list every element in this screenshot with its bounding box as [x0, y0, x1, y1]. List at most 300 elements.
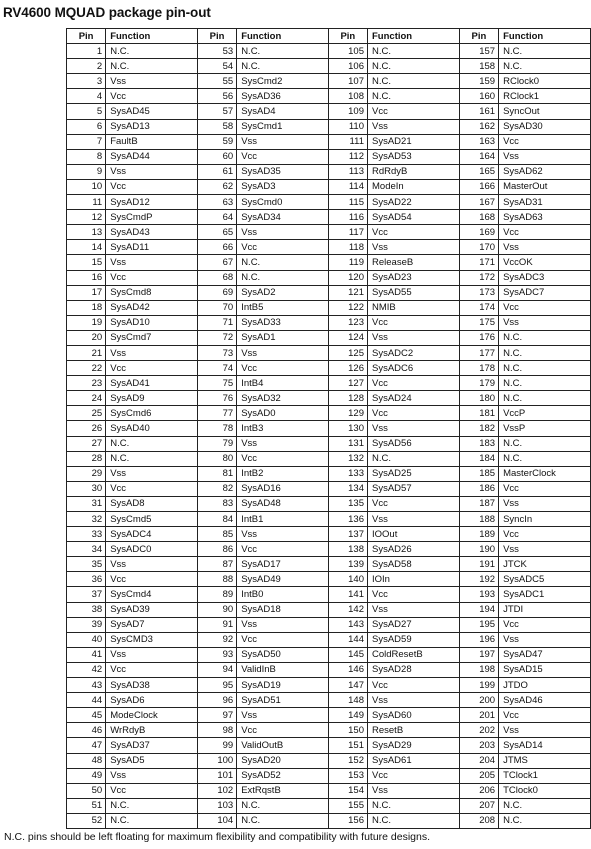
- pin-number: 144: [328, 632, 367, 647]
- pin-number: 50: [67, 783, 106, 798]
- table-row: [67, 602, 591, 617]
- pin-number: 72: [197, 330, 236, 345]
- page-title: RV4600 MQUAD package pin-out: [3, 5, 211, 20]
- pin-number: 17: [67, 285, 106, 300]
- pin-function: N.C.: [106, 59, 198, 74]
- pin-function: N.C.: [499, 798, 591, 813]
- pin-function: SysAD58: [368, 557, 460, 572]
- pin-number: 152: [328, 753, 367, 768]
- table-row: [67, 647, 591, 662]
- pin-function: SysADC7: [499, 285, 591, 300]
- pin-number: 169: [459, 225, 498, 240]
- pin-number: 84: [197, 512, 236, 527]
- pin-number: 107: [328, 74, 367, 89]
- pin-number: 79: [197, 436, 236, 451]
- pin-function: Vcc: [499, 708, 591, 723]
- pin-function: Vss: [237, 345, 328, 360]
- table-row: [67, 436, 591, 451]
- pin-number: 103: [197, 798, 236, 813]
- pin-function: Vss: [237, 617, 328, 632]
- pin-function: Vcc: [368, 376, 460, 391]
- pin-function: N.C.: [237, 44, 328, 59]
- pin-function: Vcc: [237, 723, 328, 738]
- pin-number: 28: [67, 451, 106, 466]
- pin-number: 181: [459, 406, 498, 421]
- pin-function: SysAD6: [106, 693, 198, 708]
- pin-number: 60: [197, 149, 236, 164]
- pin-number: 190: [459, 542, 498, 557]
- pin-function: IntB0: [237, 587, 328, 602]
- pin-function: SysCmd5: [106, 512, 198, 527]
- pin-function: MasterClock: [499, 466, 591, 481]
- function-header: Function: [499, 29, 591, 44]
- pin-function: SysAD40: [106, 421, 198, 436]
- pin-number: 142: [328, 602, 367, 617]
- pin-function: SysAD8: [106, 496, 198, 511]
- pin-function: N.C.: [499, 451, 591, 466]
- table-row: [67, 240, 591, 255]
- pin-function: SysAD46: [499, 693, 591, 708]
- pin-function: Vcc: [237, 149, 328, 164]
- pin-number: 30: [67, 481, 106, 496]
- pin-number: 136: [328, 512, 367, 527]
- pin-number: 92: [197, 632, 236, 647]
- pin-number: 9: [67, 164, 106, 179]
- pin-function: Vcc: [106, 361, 198, 376]
- pin-number: 192: [459, 572, 498, 587]
- pin-function: SysAD34: [237, 210, 328, 225]
- pin-number: 13: [67, 225, 106, 240]
- pin-header: Pin: [197, 29, 236, 44]
- pin-number: 178: [459, 361, 498, 376]
- pin-number: 81: [197, 466, 236, 481]
- pin-function: SysAD12: [106, 195, 198, 210]
- pin-function: ReleaseB: [368, 255, 460, 270]
- table-row: [67, 270, 591, 285]
- pin-function: N.C.: [499, 361, 591, 376]
- pin-number: 67: [197, 255, 236, 270]
- pin-function: SysAD31: [499, 195, 591, 210]
- pin-function: ModeClock: [106, 708, 198, 723]
- pin-number: 16: [67, 270, 106, 285]
- pin-number: 109: [328, 104, 367, 119]
- pin-number: 148: [328, 693, 367, 708]
- pin-function: N.C.: [368, 813, 460, 828]
- table-row: [67, 466, 591, 481]
- pin-number: 183: [459, 436, 498, 451]
- pin-number: 170: [459, 240, 498, 255]
- table-row: [67, 255, 591, 270]
- pin-number: 205: [459, 768, 498, 783]
- pin-function: Vss: [368, 330, 460, 345]
- pin-function: Vcc: [106, 481, 198, 496]
- pin-number: 129: [328, 406, 367, 421]
- pin-function: Vcc: [368, 104, 460, 119]
- pin-number: 158: [459, 59, 498, 74]
- pin-number: 166: [459, 179, 498, 194]
- pin-function: N.C.: [237, 798, 328, 813]
- pin-function: N.C.: [499, 376, 591, 391]
- pin-number: 38: [67, 602, 106, 617]
- pin-function: SysCmd8: [106, 285, 198, 300]
- pin-function: SysAD24: [368, 391, 460, 406]
- footnote: N.C. pins should be left floating for maximum flexibility and compatibility with future designs.: [4, 831, 431, 843]
- pin-number: 133: [328, 466, 367, 481]
- pin-function: N.C.: [237, 59, 328, 74]
- pin-number: 4: [67, 89, 106, 104]
- pin-number: 44: [67, 693, 106, 708]
- table-row: [67, 149, 591, 164]
- pin-function: SysAD60: [368, 708, 460, 723]
- table-row: [67, 164, 591, 179]
- pin-function: SysCmd4: [106, 587, 198, 602]
- pin-function: Vcc: [106, 572, 198, 587]
- pin-number: 48: [67, 753, 106, 768]
- pin-function: SysADC5: [499, 572, 591, 587]
- table-row: [67, 89, 591, 104]
- pin-number: 160: [459, 89, 498, 104]
- pin-number: 172: [459, 270, 498, 285]
- pin-function: SysAD55: [368, 285, 460, 300]
- pin-number: 194: [459, 602, 498, 617]
- pin-function: ValidOutB: [237, 738, 328, 753]
- pin-number: 162: [459, 119, 498, 134]
- table-row: [67, 708, 591, 723]
- pin-function: N.C.: [368, 451, 460, 466]
- pin-function: SysAD53: [368, 149, 460, 164]
- pin-function: SysAD3: [237, 179, 328, 194]
- pin-function: IntB3: [237, 421, 328, 436]
- pin-number: 18: [67, 300, 106, 315]
- pin-function: SysAD27: [368, 617, 460, 632]
- pin-function: IOIn: [368, 572, 460, 587]
- pin-number: 86: [197, 542, 236, 557]
- pin-function: ModeIn: [368, 179, 460, 194]
- pin-number: 114: [328, 179, 367, 194]
- pin-number: 2: [67, 59, 106, 74]
- pin-function: SyncOut: [499, 104, 591, 119]
- pin-function: SysAD63: [499, 210, 591, 225]
- table-header-row: [67, 29, 591, 44]
- pin-function: Vcc: [368, 315, 460, 330]
- table-row: [67, 406, 591, 421]
- pin-number: 21: [67, 345, 106, 360]
- pin-number: 12: [67, 210, 106, 225]
- pin-function: Vcc: [106, 662, 198, 677]
- pin-function: SysAD14: [499, 738, 591, 753]
- pin-number: 125: [328, 345, 367, 360]
- pin-function: RClock0: [499, 74, 591, 89]
- pin-function: VccOK: [499, 255, 591, 270]
- pin-number: 104: [197, 813, 236, 828]
- pin-number: 198: [459, 662, 498, 677]
- pin-function: N.C.: [106, 813, 198, 828]
- pin-number: 27: [67, 436, 106, 451]
- pin-function: Vcc: [499, 134, 591, 149]
- table-row: [67, 361, 591, 376]
- pin-function: Vss: [106, 255, 198, 270]
- pin-function: N.C.: [499, 391, 591, 406]
- pin-number: 97: [197, 708, 236, 723]
- pin-function: SysAD56: [368, 436, 460, 451]
- table-row: [67, 210, 591, 225]
- pin-number: 51: [67, 798, 106, 813]
- pin-function: Vcc: [237, 240, 328, 255]
- pin-number: 52: [67, 813, 106, 828]
- pin-function: SysAD29: [368, 738, 460, 753]
- pin-number: 80: [197, 451, 236, 466]
- pin-number: 14: [67, 240, 106, 255]
- pin-number: 15: [67, 255, 106, 270]
- pin-header: Pin: [328, 29, 367, 44]
- pin-function: Vss: [106, 466, 198, 481]
- pin-function: N.C.: [106, 798, 198, 813]
- pin-number: 139: [328, 557, 367, 572]
- pin-function: N.C.: [237, 813, 328, 828]
- pin-function: SysAD30: [499, 119, 591, 134]
- pin-number: 24: [67, 391, 106, 406]
- pin-number: 110: [328, 119, 367, 134]
- pin-number: 75: [197, 376, 236, 391]
- pin-function: SysCmdP: [106, 210, 198, 225]
- pin-function: ValidInB: [237, 662, 328, 677]
- pin-number: 88: [197, 572, 236, 587]
- pin-function: Vcc: [106, 783, 198, 798]
- pin-number: 98: [197, 723, 236, 738]
- pin-function: SysAD51: [237, 693, 328, 708]
- pin-number: 100: [197, 753, 236, 768]
- pin-function: IntB4: [237, 376, 328, 391]
- pin-number: 204: [459, 753, 498, 768]
- pin-function: Vcc: [106, 179, 198, 194]
- pin-number: 66: [197, 240, 236, 255]
- pin-function: SysAD25: [368, 466, 460, 481]
- pin-function: Vss: [368, 119, 460, 134]
- pin-number: 171: [459, 255, 498, 270]
- pin-function: N.C.: [499, 345, 591, 360]
- pin-number: 123: [328, 315, 367, 330]
- pin-number: 126: [328, 361, 367, 376]
- pin-number: 71: [197, 315, 236, 330]
- pin-function: Vss: [237, 225, 328, 240]
- pin-number: 196: [459, 632, 498, 647]
- pin-number: 116: [328, 210, 367, 225]
- pin-number: 164: [459, 149, 498, 164]
- pin-number: 140: [328, 572, 367, 587]
- pin-function: SysAD47: [499, 647, 591, 662]
- pin-function: N.C.: [499, 59, 591, 74]
- table-row: [67, 662, 591, 677]
- table-row: [67, 451, 591, 466]
- pin-function: ExtRqstB: [237, 783, 328, 798]
- pin-function: SysCmd6: [106, 406, 198, 421]
- pin-number: 39: [67, 617, 106, 632]
- pin-number: 59: [197, 134, 236, 149]
- table-row: [67, 693, 591, 708]
- pin-function: SysAD22: [368, 195, 460, 210]
- pin-number: 168: [459, 210, 498, 225]
- table-row: [67, 813, 591, 828]
- pin-number: 64: [197, 210, 236, 225]
- pin-number: 53: [197, 44, 236, 59]
- pin-number: 42: [67, 662, 106, 677]
- pin-function: SysAD54: [368, 210, 460, 225]
- pin-number: 108: [328, 89, 367, 104]
- pin-header: Pin: [459, 29, 498, 44]
- pin-number: 46: [67, 723, 106, 738]
- pin-number: 156: [328, 813, 367, 828]
- pin-number: 145: [328, 647, 367, 662]
- pin-function: Vcc: [499, 225, 591, 240]
- pin-function: N.C.: [499, 330, 591, 345]
- pin-number: 131: [328, 436, 367, 451]
- pin-function: SysAD57: [368, 481, 460, 496]
- pinout-table-group: [66, 28, 591, 829]
- pin-number: 115: [328, 195, 367, 210]
- table-row: [67, 512, 591, 527]
- table-row: [67, 195, 591, 210]
- pin-number: 182: [459, 421, 498, 436]
- pin-function: SysCmd2: [237, 74, 328, 89]
- table-row: [67, 225, 591, 240]
- pin-function: SysAD9: [106, 391, 198, 406]
- pin-function: Vss: [237, 134, 328, 149]
- table-row: [67, 617, 591, 632]
- pin-function: Vss: [237, 527, 328, 542]
- pin-function: Vss: [106, 768, 198, 783]
- function-header: Function: [106, 29, 198, 44]
- pin-number: 20: [67, 330, 106, 345]
- table-row: [67, 179, 591, 194]
- table-row: [67, 542, 591, 557]
- pin-number: 73: [197, 345, 236, 360]
- function-header: Function: [368, 29, 460, 44]
- pin-function: Vss: [106, 74, 198, 89]
- pin-function: N.C.: [368, 74, 460, 89]
- pin-function: Vcc: [499, 617, 591, 632]
- pin-number: 25: [67, 406, 106, 421]
- pin-number: 101: [197, 768, 236, 783]
- pin-function: SysAD4: [237, 104, 328, 119]
- pin-function: ResetB: [368, 723, 460, 738]
- pin-number: 138: [328, 542, 367, 557]
- pin-number: 146: [328, 662, 367, 677]
- pin-number: 54: [197, 59, 236, 74]
- pin-function: Vss: [499, 632, 591, 647]
- pin-number: 63: [197, 195, 236, 210]
- pin-number: 137: [328, 527, 367, 542]
- pin-function: Vss: [499, 496, 591, 511]
- pin-number: 90: [197, 602, 236, 617]
- pin-function: Vcc: [237, 632, 328, 647]
- pin-number: 65: [197, 225, 236, 240]
- pin-function: SysAD21: [368, 134, 460, 149]
- table-row: [67, 481, 591, 496]
- pin-function: SysAD16: [237, 481, 328, 496]
- pin-number: 175: [459, 315, 498, 330]
- pin-function: Vcc: [499, 300, 591, 315]
- pin-function: JTDO: [499, 678, 591, 693]
- pin-number: 106: [328, 59, 367, 74]
- pin-number: 121: [328, 285, 367, 300]
- pin-function: N.C.: [499, 436, 591, 451]
- pin-number: 189: [459, 527, 498, 542]
- pin-function: Vss: [106, 164, 198, 179]
- table-row: [67, 783, 591, 798]
- table-row: [67, 572, 591, 587]
- pin-function: N.C.: [368, 59, 460, 74]
- pin-number: 33: [67, 527, 106, 542]
- pin-number: 111: [328, 134, 367, 149]
- pin-number: 143: [328, 617, 367, 632]
- pin-function: SysAD48: [237, 496, 328, 511]
- pin-function: JTCK: [499, 557, 591, 572]
- pin-number: 163: [459, 134, 498, 149]
- pin-function: SysAD43: [106, 225, 198, 240]
- table-row: [67, 315, 591, 330]
- pin-number: 31: [67, 496, 106, 511]
- function-header: Function: [237, 29, 328, 44]
- pin-number: 26: [67, 421, 106, 436]
- pin-function: SysAD19: [237, 678, 328, 693]
- pin-number: 58: [197, 119, 236, 134]
- pin-number: 3: [67, 74, 106, 89]
- pin-function: SysADC2: [368, 345, 460, 360]
- pin-number: 68: [197, 270, 236, 285]
- pin-function: VccP: [499, 406, 591, 421]
- pin-function: SysCmd1: [237, 119, 328, 134]
- pin-function: SysCmd0: [237, 195, 328, 210]
- table-row: [67, 527, 591, 542]
- pin-number: 113: [328, 164, 367, 179]
- pin-function: SysAD1: [237, 330, 328, 345]
- table-row: [67, 285, 591, 300]
- pin-number: 191: [459, 557, 498, 572]
- table-row: [67, 723, 591, 738]
- pin-function: N.C.: [368, 89, 460, 104]
- pin-number: 179: [459, 376, 498, 391]
- pin-number: 47: [67, 738, 106, 753]
- pin-function: SysAD7: [106, 617, 198, 632]
- pin-number: 188: [459, 512, 498, 527]
- pin-number: 134: [328, 481, 367, 496]
- pin-number: 69: [197, 285, 236, 300]
- pin-function: SysAD61: [368, 753, 460, 768]
- pin-function: Vss: [106, 647, 198, 662]
- pin-function: SysAD0: [237, 406, 328, 421]
- pin-function: Vss: [368, 240, 460, 255]
- pin-function: Vcc: [368, 768, 460, 783]
- pin-number: 34: [67, 542, 106, 557]
- pin-number: 207: [459, 798, 498, 813]
- table-row: [67, 632, 591, 647]
- pin-function: SysAD35: [237, 164, 328, 179]
- pin-number: 117: [328, 225, 367, 240]
- pin-function: SysAD38: [106, 678, 198, 693]
- pin-function: SysAD15: [499, 662, 591, 677]
- pin-number: 43: [67, 678, 106, 693]
- pin-function: SysAD10: [106, 315, 198, 330]
- pin-function: Vss: [499, 723, 591, 738]
- pin-function: Vcc: [106, 89, 198, 104]
- pin-function: IntB2: [237, 466, 328, 481]
- pin-function: SysAD41: [106, 376, 198, 391]
- pin-function: Vss: [368, 602, 460, 617]
- pin-function: N.C.: [106, 44, 198, 59]
- pin-function: Vss: [499, 315, 591, 330]
- pinout-table: [66, 28, 591, 829]
- table-row: [67, 376, 591, 391]
